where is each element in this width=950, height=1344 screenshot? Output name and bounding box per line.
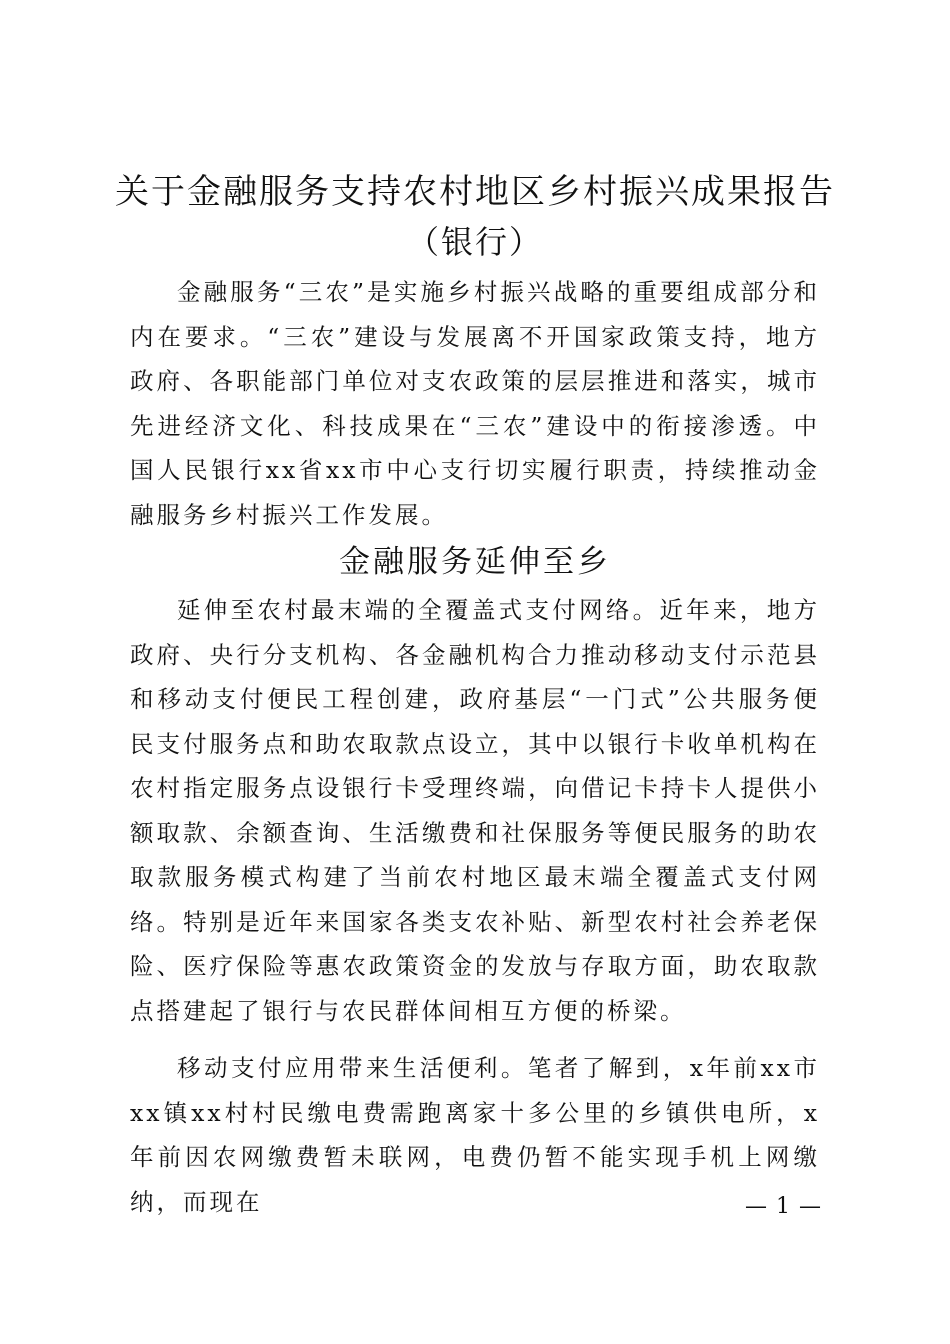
intro-paragraph: 金融服务“三农”是实施乡村振兴战略的重要组成部分和内在要求。“三农”建设与发展离不开国家政策支持，地方政府、各职能部门单位对支农政策的层层推进和落实，城市先进经济文化、科技成果在“三农”建设中的衔接渗透。中国人民银行xx省xx市中心支行切实履行职责，持续推动金融服务乡村振兴工作发展。 (130, 278, 820, 529)
section-paragraph-1: 延伸至农村最末端的全覆盖式支付网络。近年来，地方政府、央行分支机构、各金融机构合力推动移动支付示范县和移动支付便民工程创建，政府基层“一门式”公共服务便民支付服务点和助农取款点设立，其中以银行卡收单机构在农村指定服务点设银行卡受理终端，向借记卡持卡人提供小额取款、余额查询、生活缴费和社保服务等便民服务的助农取款服务模式构建了当前农村地区最末端全覆盖式支付网络。特别是近年来国家各类支农补贴、新型农村社会养老保险、医疗保险等惠农政策资金的发放与存取方面，助农取款点搭建起了银行与农民群体间相互方便的桥梁。 (130, 596, 820, 1025)
section-paragraph-2: 移动支付应用带来生活便利。笔者了解到，x年前xx市xx镇xx村村民缴电费需跑离家十多公里的乡镇供电所，x年前因农网缴费暂未联网，电费仍暂不能实现手机上网缴纳，而现在 (130, 1054, 820, 1216)
section-paragraph-block-1 (130, 588, 820, 1033)
section-heading: 金融服务延伸至乡 (339, 544, 611, 580)
document-subtitle: （银行） (406, 223, 543, 261)
document-title: 关于金融服务支持农村地区乡村振兴成果报告 (115, 172, 835, 212)
intro-paragraph-block (130, 270, 820, 537)
section-paragraph-block-2 (130, 1046, 820, 1224)
page-number: — 1 — (745, 1194, 822, 1219)
